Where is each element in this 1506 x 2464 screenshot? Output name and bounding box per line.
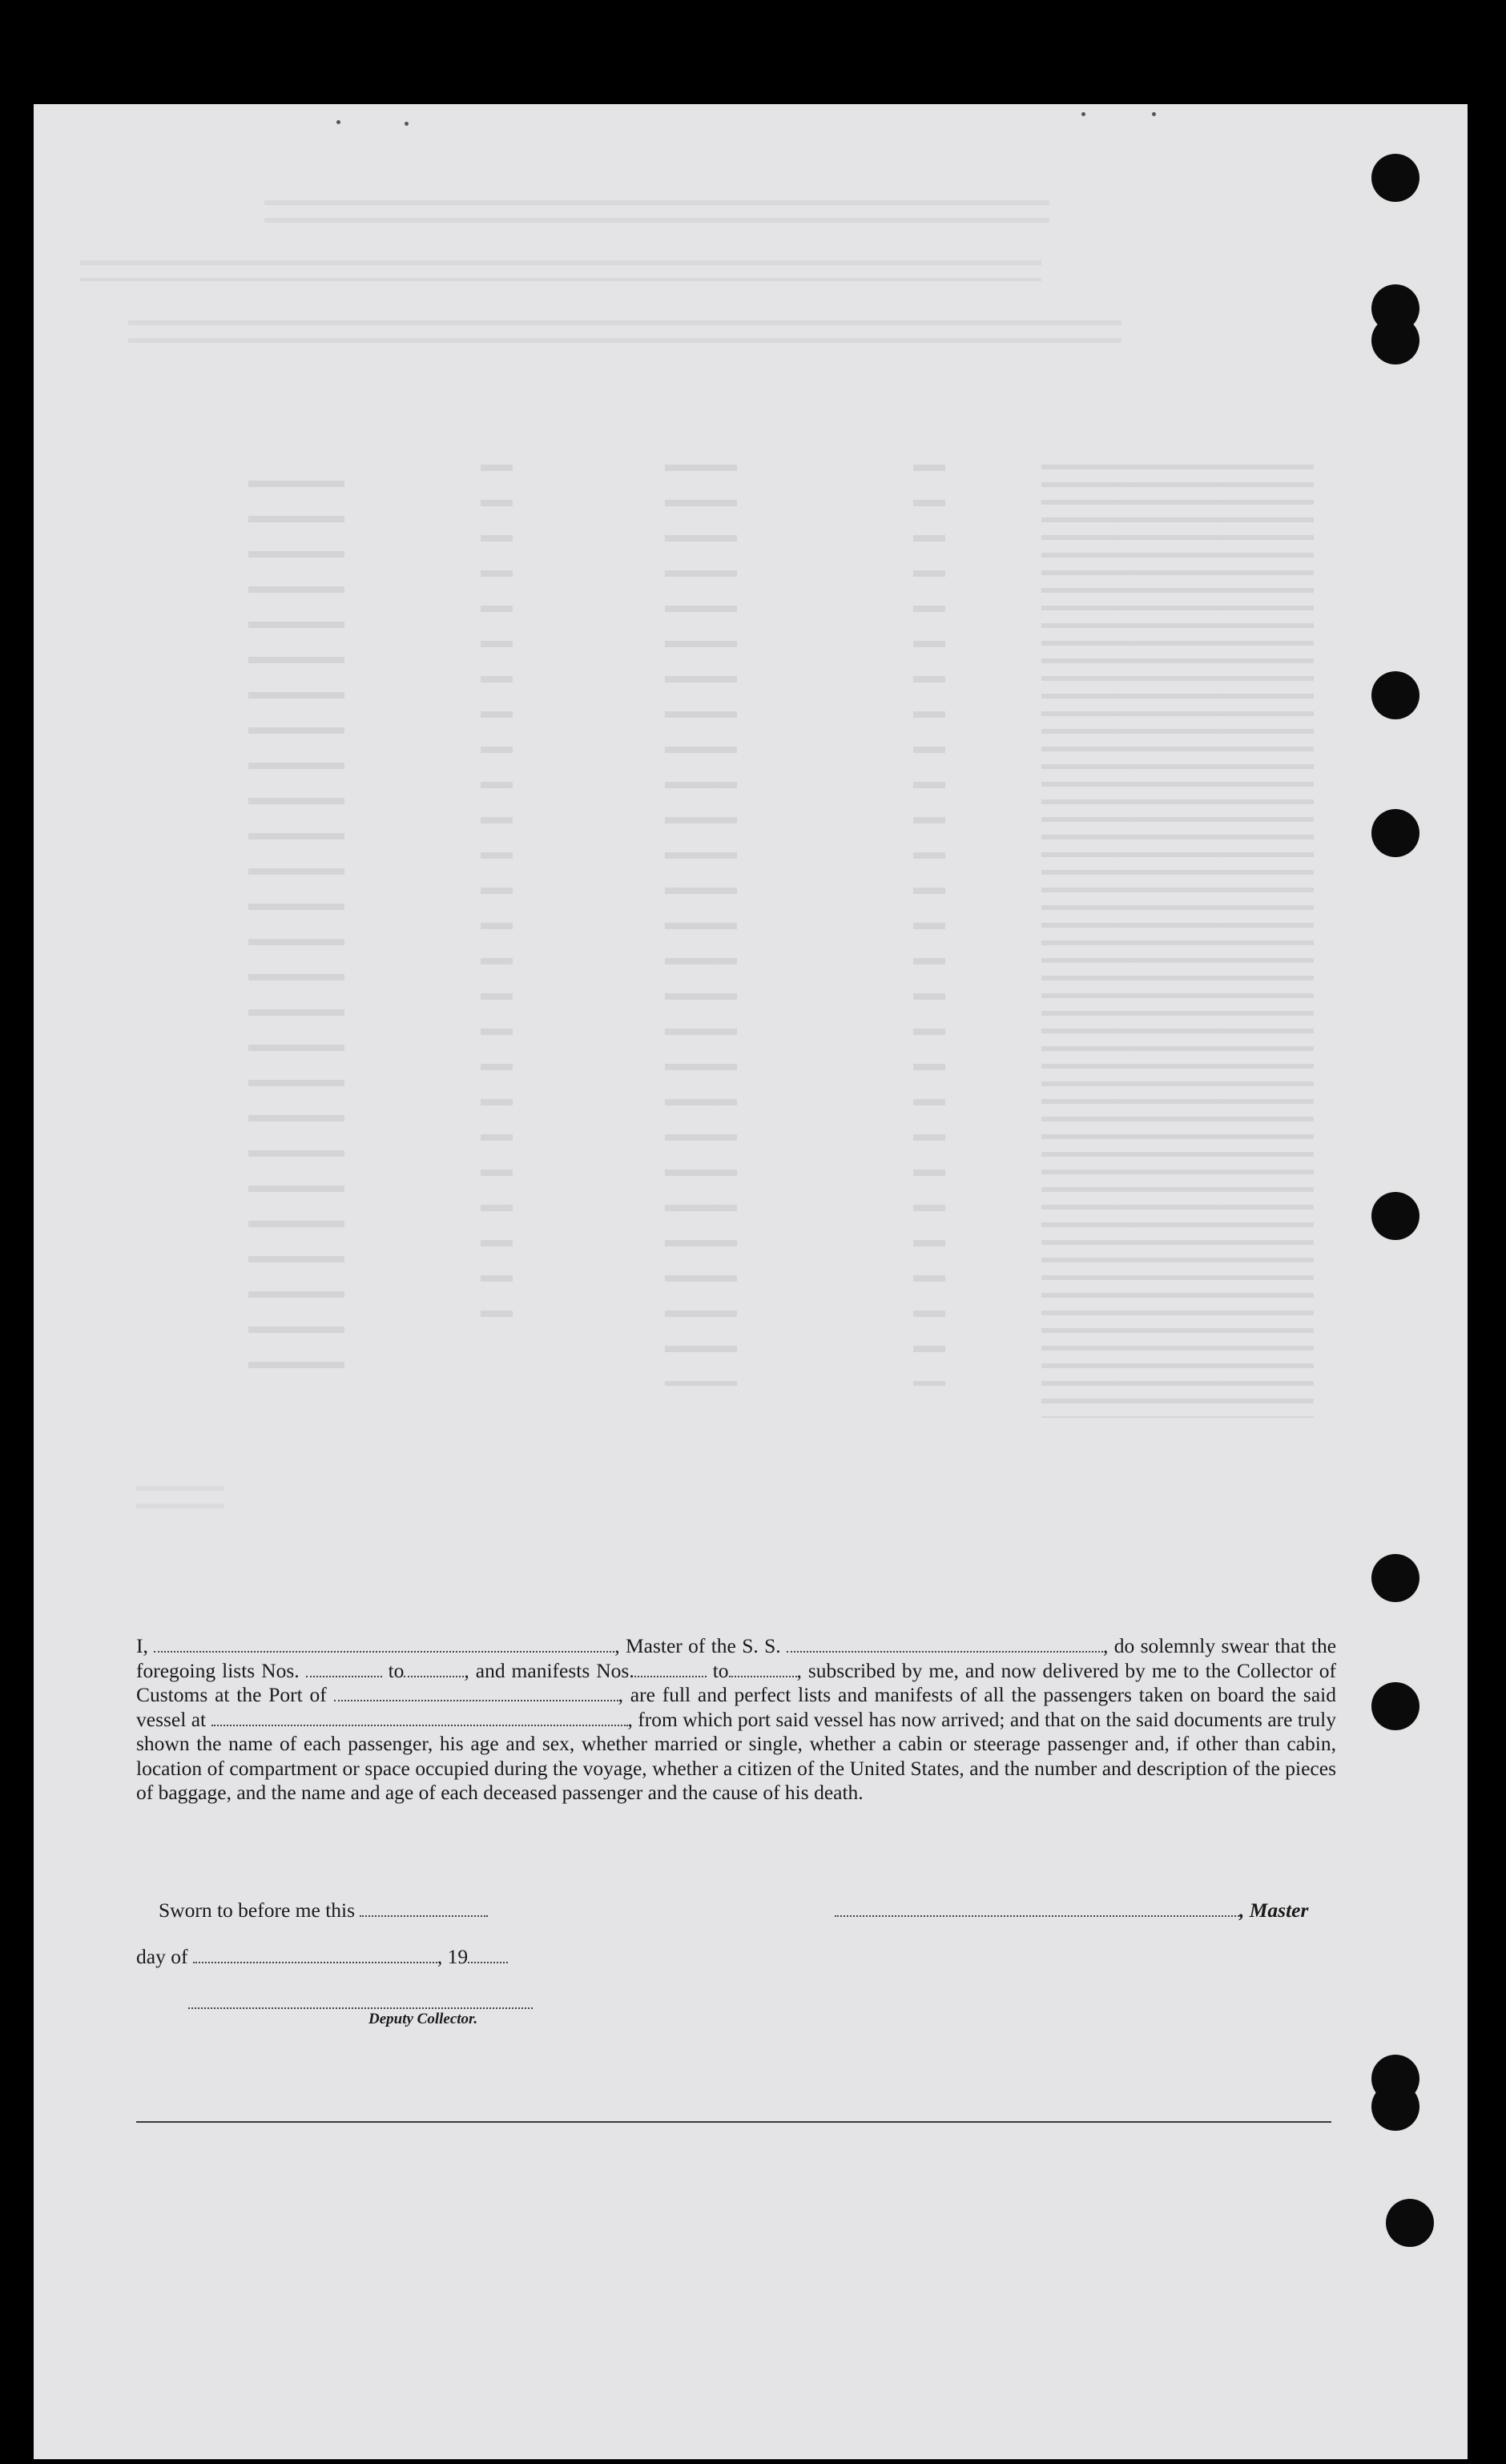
deputy-collector-block [188,1993,533,2028]
master-oath-paragraph [136,1634,1336,1806]
oath-i: I, [136,1634,148,1657]
sworn-date-field[interactable] [360,1901,488,1917]
oath-swear: swear that the foregoing lists Nos. [136,1634,1337,1682]
bleed-through-header [128,320,1121,344]
punch-hole [1371,1554,1419,1602]
master-signature-row [835,1898,1308,1922]
oath-to-2: to [712,1658,729,1682]
lists-to-field[interactable] [404,1661,464,1677]
deputy-collector-label: Deputy Collector. [368,2011,478,2027]
departure-port-field[interactable] [211,1710,628,1726]
oath-from-which: , from which [627,1707,733,1731]
bleed-through-names [1041,465,1314,1418]
oath-delivered: delivered by me to the Collector of Customs at the Port of [136,1658,1336,1706]
oath-and-manifests: , and manifests Nos. [464,1658,634,1682]
oath-manifests-of: manifests of all the passengers taken on board the said vessel at [136,1683,1336,1731]
bleed-through-column [481,465,513,1346]
sworn-row [159,1898,488,1922]
punch-hole [1371,2083,1419,2131]
manifests-to-field[interactable] [729,1661,797,1677]
lists-from-field[interactable] [306,1661,382,1677]
punch-hole [1371,316,1419,364]
oath-do-solemnly: , do solemnly [1103,1634,1216,1657]
master-name-field[interactable] [154,1637,614,1653]
sworn-label: Sworn to before me this [159,1898,356,1922]
master-signature-field[interactable] [835,1901,1239,1917]
oath-master-of: , Master of the S. S. [614,1634,781,1657]
punch-hole [1386,2199,1434,2247]
year-label: , 19 [437,1945,469,1968]
year-field[interactable] [468,1947,508,1963]
edge-mark [1152,112,1156,116]
oath-are-full: , are full and perfect lists and [618,1683,868,1706]
punch-hole [1371,671,1419,719]
manifests-from-field[interactable] [634,1661,707,1677]
vessel-name-field[interactable] [787,1637,1103,1653]
month-field[interactable] [193,1947,437,1963]
punch-hole [1371,1682,1419,1730]
edge-mark [405,122,409,126]
bleed-through-column [913,465,945,1386]
day-of-row [136,1945,508,1969]
bottom-rule [136,2121,1331,2123]
oath-subscribed: , subscribed by me, and now [796,1658,1037,1682]
edge-mark [1081,112,1085,116]
bleed-through-column [665,465,737,1386]
oath-rest: port said vessel has now arrived; and that on the said documents are truly shown the name of each passenger, his age and sex, whether married or single, whether a cabin or steerage passenger and, if other than cabin, location of compartment or space occupied during the voyage, whether a citizen of the United States, and the number and description of the pieces of baggage, and the name and age of each deceased passenger and the cause of his death. [136,1707,1337,1804]
punch-hole [1371,1192,1419,1240]
punch-hole [1371,809,1419,857]
bleed-through-stamp [136,1486,224,1518]
master-label: , Master [1239,1898,1309,1922]
day-of-label: day of [136,1945,188,1968]
bleed-through-header [264,200,1049,224]
oath-to-1: to [388,1658,405,1682]
edge-mark [336,120,340,124]
bleed-through-column [248,481,344,1386]
punch-hole [1371,154,1419,202]
deputy-signature-field[interactable] [188,1993,533,2009]
bleed-through-header [80,260,1041,281]
port-field[interactable] [334,1685,618,1701]
